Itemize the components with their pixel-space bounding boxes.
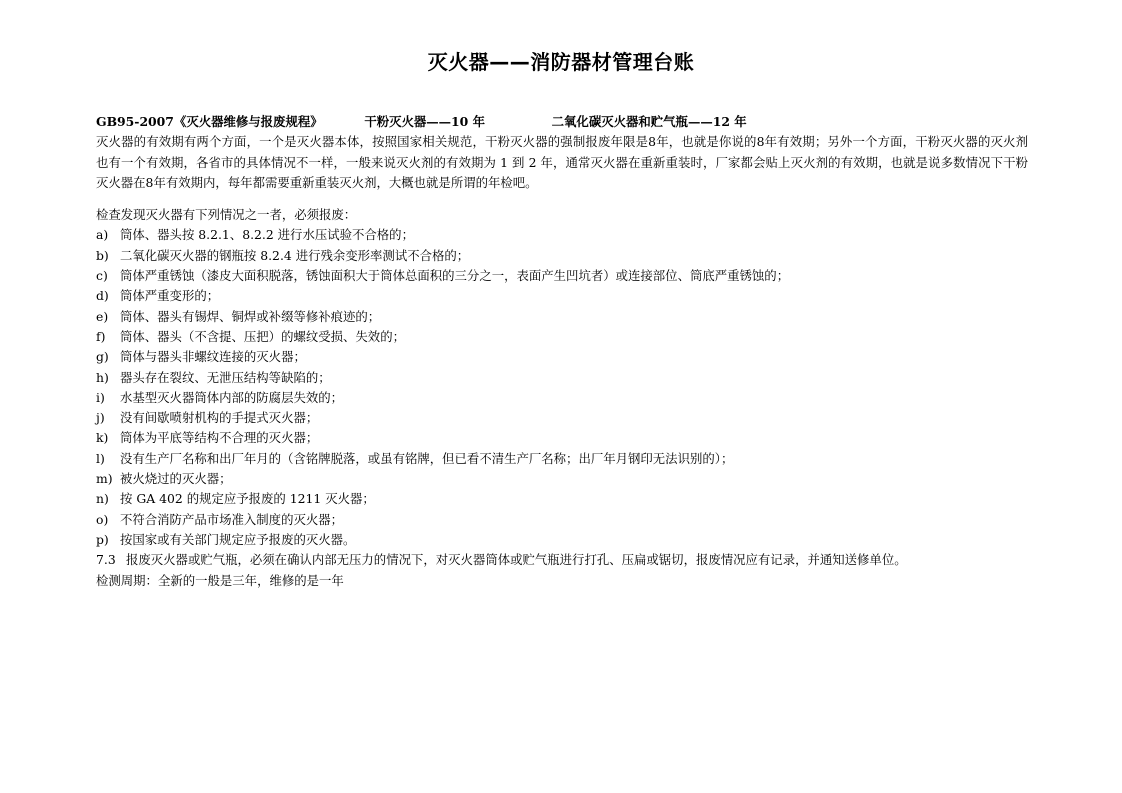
validity-paragraph: 灭火器的有效期有两个方面，一个是灭火器本体，按照国家相关规范，干粉灭火器的强制报废年限是8年，也就是你说的8年有效期；另外一个方面，干粉灭火器的灭火剂也有一个有效期，各省市的具体情况不一样，一般来说灭火剂的有效期为 1 到 2 年，通常灭火器在重新重装时，厂家都会贴上灭火剂的有效期，也就是说多数情况下干粉灭火器在8年有效期内，每年都需要重新重装灭火剂，大概也就是所谓的年检吧。 (96, 134, 1028, 190)
list-item-text: 按 GA 402 的规定应予报废的 1211 灭火器； (120, 491, 375, 507)
list-item-text: 器头存在裂纹、无泄压结构等缺陷的； (120, 369, 331, 385)
list-item-marker: j) (96, 410, 105, 426)
list-item (96, 286, 1028, 306)
list-item (96, 368, 1028, 388)
document-body (96, 112, 1028, 591)
list-item (96, 266, 1028, 286)
list-item (96, 449, 1028, 469)
list-item-text: 被火烧过的灭火器； (120, 471, 232, 487)
list-item-text: 二氧化碳灭火器的钢瓶按 8.2.4 进行残余变形率测试不合格的； (120, 247, 470, 263)
list-item (96, 246, 1028, 266)
list-item (96, 469, 1028, 489)
inspection-cycle: 检测周期：全新的一般是三年，维修的是一年 (96, 572, 344, 588)
standard-subheading (96, 112, 1028, 132)
list-item-text: 筒体、器头（不含提、压把）的螺纹受损、失效的； (120, 328, 405, 344)
clause-text: 报废灭火器或贮气瓶，必须在确认内部无压力的情况下，对灭火器筒体或贮气瓶进行打孔、压扁或锯切，报废情况应有记录，并通知送修单位。 (126, 552, 907, 568)
list-item-text: 筒体、器头有锡焊、铜焊或补缀等修补痕迹的； (120, 308, 381, 324)
scrap-criteria-intro: 检查发现灭火器有下列情况之一者，必须报废： (96, 207, 357, 223)
list-item-text: 没有间歇喷射机构的手提式灭火器； (120, 410, 319, 426)
list-item-marker: e) (96, 308, 109, 324)
list-item-marker: b) (96, 247, 109, 263)
list-item-text: 筒体、器头按 8.2.1、8.2.2 进行水压试验不合格的； (120, 227, 414, 243)
scrap-criteria-list (96, 225, 1028, 550)
list-item-text: 不符合消防产品市场准入制度的灭火器； (120, 511, 344, 527)
list-item-marker: o) (96, 511, 109, 527)
list-item-marker: a) (96, 227, 109, 243)
list-item-marker: d) (96, 288, 109, 304)
standard-name: GB95-2007《灭火器维修与报废规程》 (96, 114, 323, 129)
list-item-text: 筒体严重变形的； (120, 288, 220, 304)
list-item-text: 水基型灭火器筒体内部的防腐层失效的； (120, 389, 344, 405)
list-item-text: 筒体为平底等结构不合理的灭火器； (120, 430, 319, 446)
list-item-text: 按国家或有关部门规定应予报废的灭火器。 (120, 531, 356, 547)
dry-powder-lifespan: 干粉灭火器——10 年 (364, 114, 486, 129)
list-item-marker: h) (96, 369, 109, 385)
list-item-marker: l) (96, 450, 105, 466)
list-item-marker: n) (96, 491, 109, 507)
list-item (96, 327, 1028, 347)
list-item-marker: m) (96, 471, 113, 487)
list-item (96, 347, 1028, 367)
list-item (96, 388, 1028, 408)
co2-lifespan: 二氧化碳灭火器和贮气瓶——12 年 (551, 114, 747, 129)
list-item-text: 筒体严重锈蚀（漆皮大面积脱落，锈蚀面积大于筒体总面积的三分之一，表面产生凹坑者）或连接部位、筒底严重锈蚀的； (120, 268, 790, 284)
list-item-marker: i) (96, 389, 105, 405)
list-item (96, 489, 1028, 509)
list-item-marker: p) (96, 531, 109, 547)
list-item (96, 530, 1028, 550)
list-item-marker: f) (96, 328, 106, 344)
document-title: 灭火器——消防器材管理台账 (427, 50, 695, 74)
list-item (96, 307, 1028, 327)
list-item (96, 510, 1028, 530)
list-item-text: 没有生产厂名称和出厂年月的（含铭牌脱落，或虽有铭牌，但已看不清生产厂名称；出厂年月钢印无法识别的）； (120, 450, 734, 466)
list-item (96, 428, 1028, 448)
list-item-text: 筒体与器头非螺纹连接的灭火器； (120, 349, 306, 365)
clause-7-3 (96, 550, 1028, 570)
list-item-marker: g) (96, 349, 109, 365)
list-item-marker: c) (96, 268, 108, 284)
list-item (96, 408, 1028, 428)
clause-number: 7.3 (96, 552, 116, 568)
list-item (96, 225, 1028, 245)
list-item-marker: k) (96, 430, 109, 446)
spacer (96, 193, 1028, 205)
